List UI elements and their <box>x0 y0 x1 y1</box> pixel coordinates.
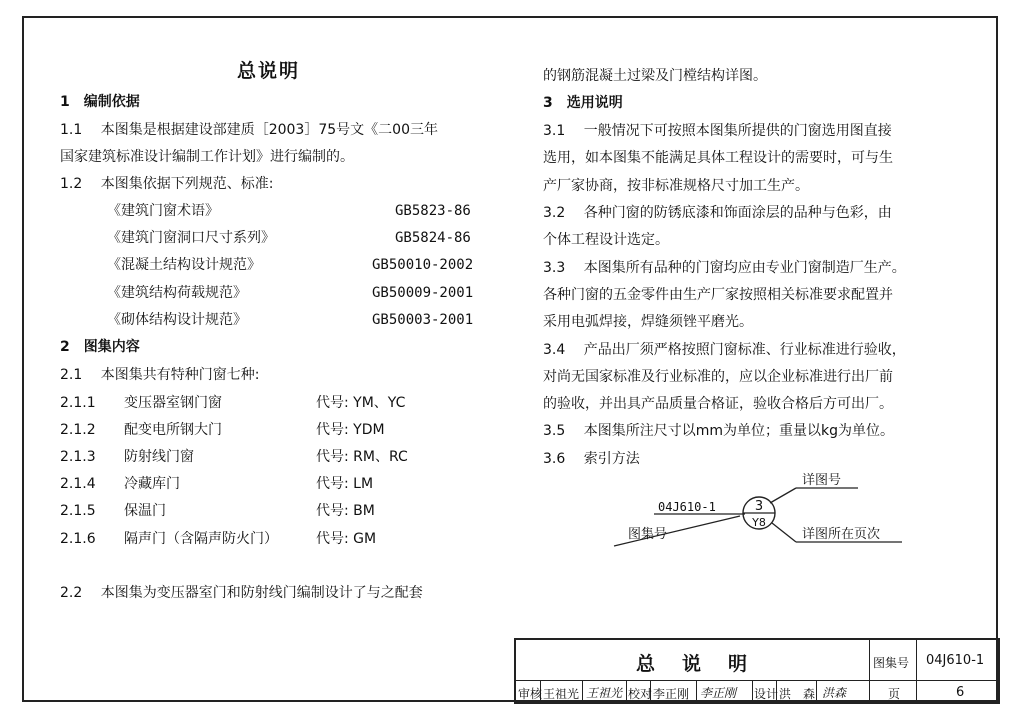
paragraph-line: 选用，如本图集不能满足具体工程设计的需要时，可与生 <box>543 150 893 166</box>
paragraph-line: 3.3 本图集所有品种的门窗均应由专业门窗制造厂生产。 <box>543 260 906 276</box>
paragraph-2-1: 2.1 本图集共有特种门窗七种: <box>60 367 260 383</box>
page-label: 页 <box>888 687 901 701</box>
paragraph-line: 3.1 一般情况下可按照本图集所提供的门窗选用图直接 <box>543 123 892 139</box>
paragraph-1-2: 1.2 本图集依据下列规范、标准: <box>60 176 274 192</box>
item-number: 2.1.3 <box>60 449 96 465</box>
paragraph-line: 3.4 产品出厂须严格按照门窗标准、行业标准进行验收， <box>543 342 906 358</box>
paragraph-line: 采用电弧焊接，焊缝须锉平磨光。 <box>543 314 753 330</box>
checker-signature: 李正刚 <box>700 686 737 700</box>
index-method-diagram <box>600 470 910 550</box>
detail-leader-line <box>770 488 796 503</box>
page-number: 6 <box>956 685 965 700</box>
continuation-line: 的钢筋混凝土过梁及门樘结构详图。 <box>543 68 767 84</box>
detail-label: 详图号 <box>802 473 842 488</box>
item-code: 代号: BM <box>316 503 375 519</box>
atlas-no-label: 图集号 <box>873 656 910 670</box>
paragraph-line: 3.2 各种门窗的防锈底漆和饰面涂层的品种与色彩，由 <box>543 205 892 221</box>
paragraph-2-2: 2.2 本图集为变压器室门和防射线门编制设计了与之配套 <box>60 585 423 601</box>
item-code: 代号: RM、RC <box>316 449 408 465</box>
item-code: 代号: YDM <box>316 422 385 438</box>
item-code: 代号: YM、YC <box>316 395 406 411</box>
reviewer-signature: 王祖光 <box>586 686 623 700</box>
title-block-divider <box>582 680 583 704</box>
page-title: 总说明 <box>237 60 301 82</box>
standard-name: 《混凝土结构设计规范》 <box>107 257 261 273</box>
title-block-divider <box>626 680 627 704</box>
paragraph-line: 产厂家协商，按非标准规格尺寸加工生产。 <box>543 178 809 194</box>
paragraph-line: 各种门窗的五金零件由生产厂家按照相关标准要求配置并 <box>543 287 893 303</box>
item-number: 2.1.5 <box>60 503 96 519</box>
standard-code: GB50003-2001 <box>372 312 474 328</box>
paragraph-line: 的验收，并出具产品质量合格证，验收合格后方可出厂。 <box>543 396 893 412</box>
item-name: 隔声门（含隔声防火门） <box>124 531 278 547</box>
item-number: 2.1.6 <box>60 531 96 547</box>
atlas-no-value: 04J610-1 <box>926 653 985 668</box>
page-number-text: Y8 <box>752 516 766 529</box>
section-3-heading: 3 选用说明 <box>543 95 623 111</box>
item-name: 防射线门窗 <box>124 449 194 465</box>
standard-name: 《砌体结构设计规范》 <box>107 312 247 328</box>
page-leader-line <box>772 523 796 542</box>
title-block-divider <box>869 640 870 704</box>
item-number: 2.1.4 <box>60 476 96 492</box>
check-label: 校对 <box>628 687 653 701</box>
designer-name: 洪 森 <box>779 687 816 701</box>
item-name: 变压器室钢门窗 <box>124 395 222 411</box>
paragraph-1-1-line2: 国家建筑标准设计编制工作计划》进行编制的。 <box>60 149 354 165</box>
checker-name: 李正刚 <box>653 687 690 701</box>
standard-code: GB5823-86 <box>395 203 471 219</box>
title-block-title: 总 说 明 <box>636 653 752 675</box>
title-block-divider <box>816 680 817 704</box>
paragraph-line: 3.6 索引方法 <box>543 451 640 467</box>
design-label: 设计 <box>754 687 779 701</box>
designer-signature: 洪森 <box>822 686 847 700</box>
paragraph-1-1-line1: 1.1 本图集是根据建设部建质［2003］75号文《二00三年 <box>60 122 438 138</box>
page-label: 详图所在页次 <box>802 527 881 542</box>
standard-code: GB50010-2002 <box>372 257 474 273</box>
item-number: 2.1.2 <box>60 422 96 438</box>
item-name: 配变电所钢大门 <box>124 422 222 438</box>
standard-code: GB50009-2001 <box>372 285 474 301</box>
reviewer-name: 王祖光 <box>543 687 580 701</box>
atlas-label: 图集号 <box>628 527 668 542</box>
title-block <box>514 638 1000 704</box>
title-block-divider <box>916 640 917 704</box>
standard-name: 《建筑结构荷载规范》 <box>107 285 247 301</box>
detail-number-text: 3 <box>754 499 764 514</box>
paragraph-line: 对尚无国家标准及行业标准的，应以企业标准进行出厂前 <box>543 369 893 385</box>
item-name: 冷藏库门 <box>124 476 180 492</box>
standard-name: 《建筑门窗术语》 <box>107 203 219 219</box>
review-label: 审核 <box>518 687 543 701</box>
paragraph-line: 个体工程设计选定。 <box>543 232 669 248</box>
section-1-heading: 1 编制依据 <box>60 94 140 110</box>
atlas-code-text: 04J610-1 <box>658 500 716 514</box>
paragraph-line: 3.5 本图集所注尺寸以mm为单位；重量以kg为单位。 <box>543 423 894 439</box>
item-code: 代号: GM <box>316 531 377 547</box>
item-name: 保温门 <box>124 503 166 519</box>
item-code: 代号: LM <box>316 476 374 492</box>
title-block-divider <box>752 680 753 704</box>
item-number: 2.1.1 <box>60 395 96 411</box>
standard-name: 《建筑门窗洞口尺寸系列》 <box>107 230 275 246</box>
standard-code: GB5824-86 <box>395 230 471 246</box>
title-block-divider <box>696 680 697 704</box>
section-2-heading: 2 图集内容 <box>60 339 140 355</box>
